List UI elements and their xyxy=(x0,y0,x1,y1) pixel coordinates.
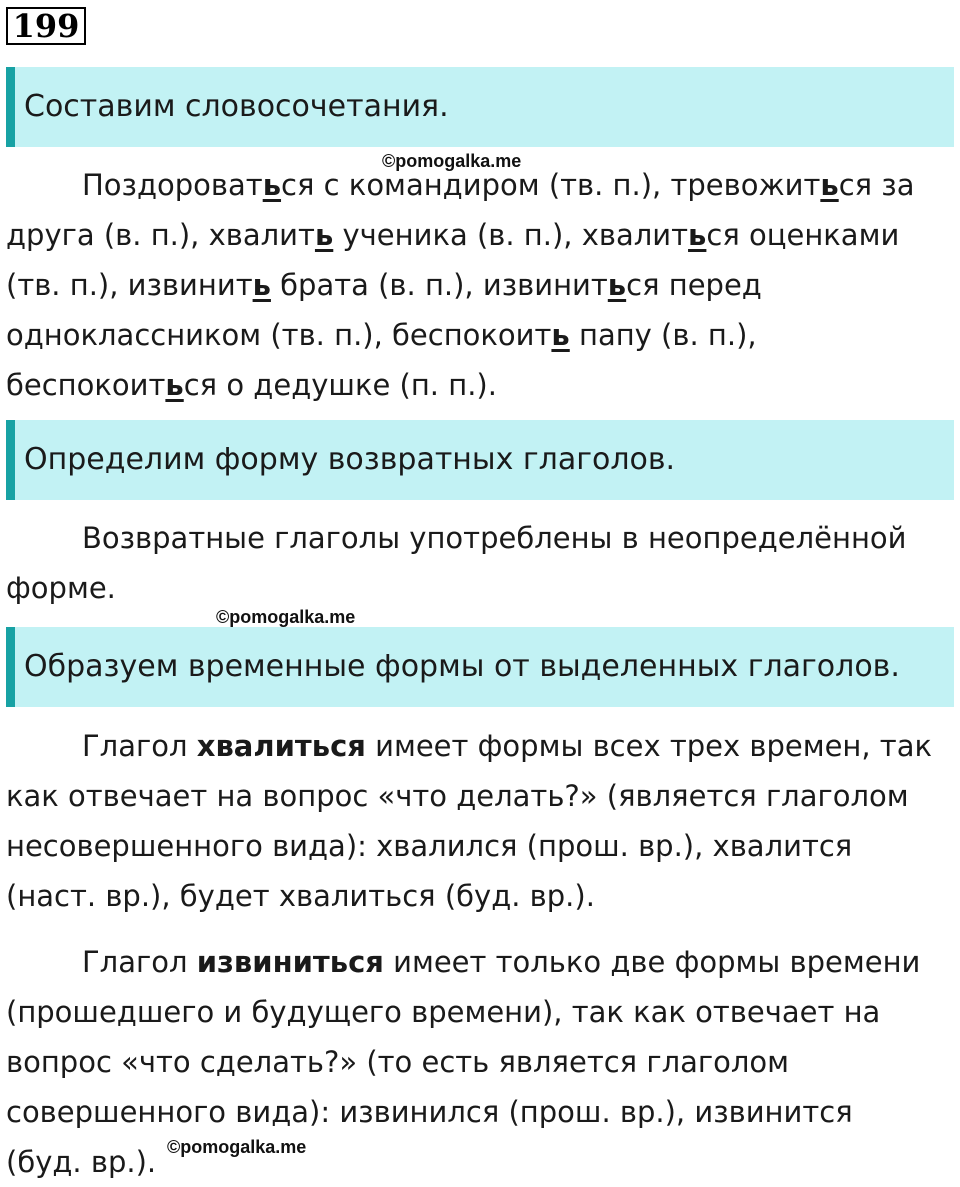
collocations-paragraph xyxy=(6,160,956,410)
section-heading-verb-form: Определим форму возвратных глаголов. xyxy=(6,420,954,500)
soft-sign-highlight: ь xyxy=(165,368,184,402)
text-line: Глагол хвалиться имеет формы всех трех времен, так xyxy=(82,729,932,763)
text-line: (прошедшего и будущего времени), так как отвечает на xyxy=(6,995,881,1029)
soft-sign-highlight: ь xyxy=(262,168,282,202)
text-line: Возвратные глаголы употреблены в неопределённой xyxy=(82,521,907,555)
text-line: (буд. вр.). xyxy=(6,1145,157,1179)
text-line: как отвечает на вопрос «что делать?» (является глаголом xyxy=(6,779,909,813)
watermark: ©pomogalka.me xyxy=(382,151,522,171)
text-line: форме. xyxy=(6,571,116,605)
text-line: (наст. вр.), будет хвалиться (буд. вр.). xyxy=(6,879,595,913)
soft-sign-highlight: ь xyxy=(252,268,271,302)
text-line: беспокоиться о дедушке (п. п.). xyxy=(6,368,497,402)
soft-sign-highlight: ь xyxy=(688,218,707,252)
tense-paragraph-izvinitsya xyxy=(6,937,956,1187)
watermark: ©pomogalka.me xyxy=(167,1137,307,1157)
soft-sign-highlight: ь xyxy=(551,318,570,352)
text-line: Глагол извиниться имеет только две формы времени xyxy=(82,945,921,979)
verb-form-paragraph xyxy=(6,513,956,613)
task-number: 199 xyxy=(6,7,86,45)
soft-sign-highlight: ь xyxy=(314,218,334,252)
tense-paragraph-hvalitsya xyxy=(6,721,956,921)
text-line: одноклассником (тв. п.), беспокоить папу (в. п.), xyxy=(6,318,757,352)
text-line: друга (в. п.), хвалить ученика (в. п.), хвалиться оценками xyxy=(6,218,900,252)
text-line: совершенного вида): извинился (прош. вр.), извинится xyxy=(6,1095,853,1129)
highlighted-verb: хвалиться xyxy=(196,729,366,763)
text-line: Поздороваться с командиром (тв. п.), тревожиться за xyxy=(82,168,915,202)
soft-sign-highlight: ь xyxy=(820,168,839,202)
text-line: несовершенного вида): хвалился (прош. вр.), хвалится xyxy=(6,829,853,863)
watermark: ©pomogalka.me xyxy=(216,607,356,627)
text-line: вопрос «что сделать?» (то есть является глаголом xyxy=(6,1045,790,1079)
section-heading-tense-forms: Образуем временные формы от выделенных глаголов. xyxy=(6,627,954,707)
highlighted-verb: извиниться xyxy=(196,945,384,979)
soft-sign-highlight: ь xyxy=(607,268,627,302)
text-line: (тв. п.), извинить брата (в. п.), извиниться перед xyxy=(6,268,762,302)
section-heading-collocations: Составим словосочетания. xyxy=(6,67,954,147)
